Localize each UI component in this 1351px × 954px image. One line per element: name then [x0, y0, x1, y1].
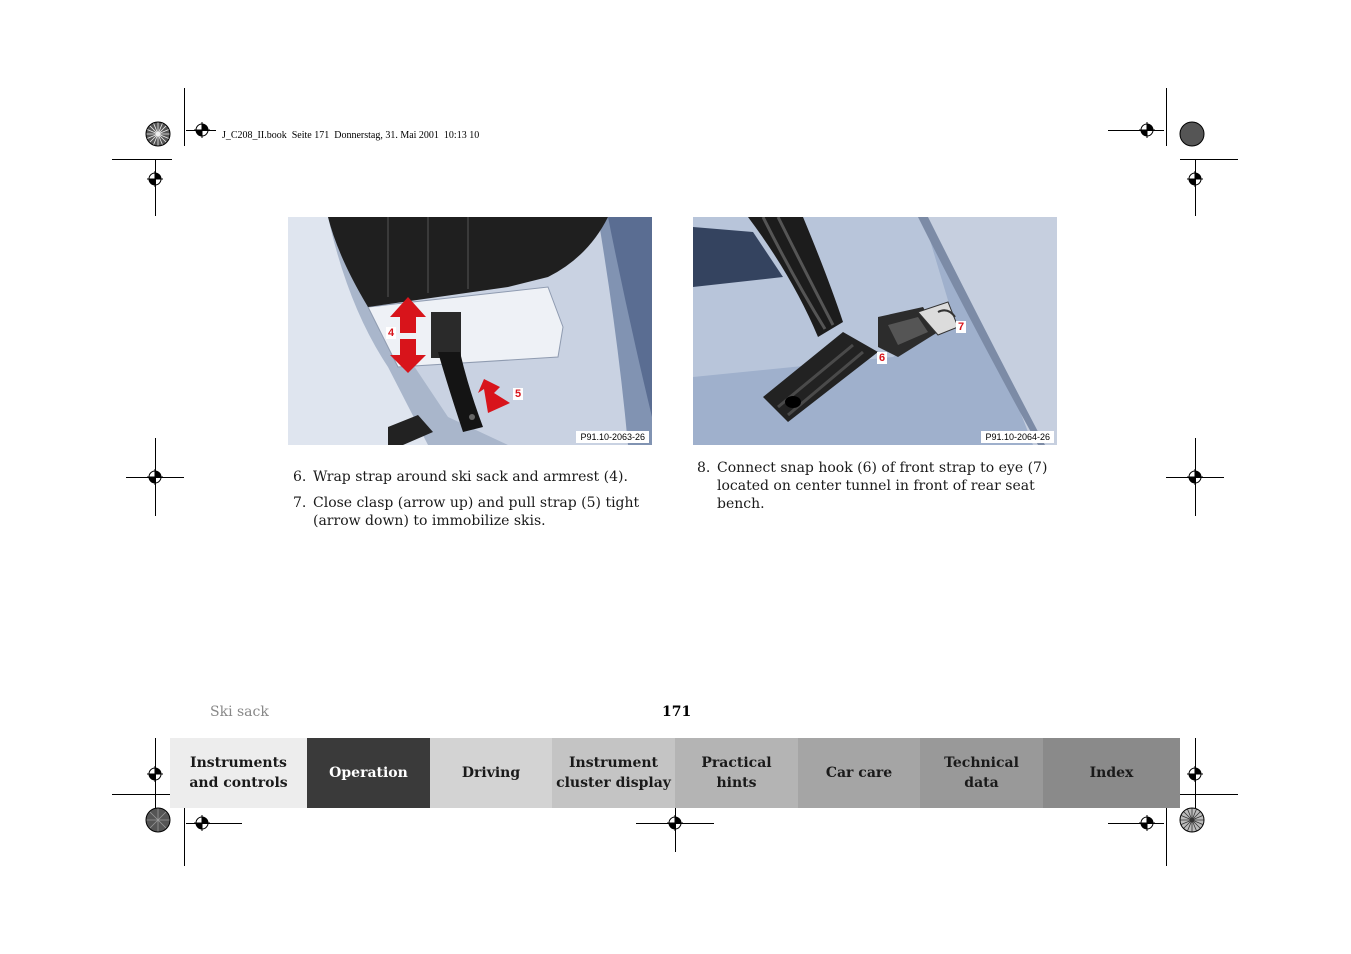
tab-label: Practical hints	[701, 755, 772, 791]
registration-target-icon	[147, 171, 163, 187]
tab-car-care[interactable]	[798, 738, 920, 808]
tab-operation[interactable]	[307, 738, 430, 808]
illustration-armrest	[288, 217, 652, 445]
color-rosette-icon	[1179, 121, 1205, 147]
tab-technical-data[interactable]	[920, 738, 1043, 808]
tab-label: Car care	[825, 765, 893, 781]
registration-target-icon	[1187, 171, 1203, 187]
callout-7: 7	[958, 321, 965, 333]
step-6	[293, 468, 645, 486]
instructions-right	[697, 459, 1059, 521]
crop-line	[1108, 823, 1164, 824]
tab-label: Operation	[329, 765, 408, 781]
crop-line	[1180, 794, 1238, 795]
step-number: 6.	[293, 469, 307, 485]
crop-line	[112, 159, 172, 160]
tab-practical-hints[interactable]	[675, 738, 798, 808]
tab-driving[interactable]	[430, 738, 552, 808]
tab-label: Technical data	[944, 755, 1019, 791]
instructions-left	[293, 468, 645, 538]
print-file-info: J_C208_II.book Seite 171 Donnerstag, 31. Mai 2001 10:13 10	[222, 130, 480, 141]
crop-line	[1180, 159, 1238, 160]
callout-6: 6	[879, 352, 886, 364]
callout-4: 4	[388, 327, 395, 339]
registration-target-icon	[147, 469, 163, 485]
chapter-nav	[170, 738, 1180, 808]
crop-line	[1195, 160, 1196, 216]
figure-snap-hook	[693, 217, 1057, 445]
crop-line	[1166, 808, 1167, 866]
crop-line	[155, 160, 156, 216]
tab-label: Instruments and controls	[189, 755, 288, 791]
registration-target-icon	[194, 122, 210, 138]
tab-instrument-cluster-display[interactable]	[552, 738, 675, 808]
crop-line	[1166, 88, 1167, 146]
tab-instruments-and-controls[interactable]	[170, 738, 307, 808]
page-number: 171	[662, 704, 692, 720]
tab-label: Instrument cluster display	[556, 755, 671, 791]
step-text: Wrap strap around ski sack and armrest (4).	[313, 469, 628, 485]
step-number: 7.	[293, 495, 307, 511]
registration-target-icon	[147, 766, 163, 782]
figure-code: P91.10-2064-26	[981, 431, 1054, 443]
color-rosette-icon	[145, 807, 171, 833]
section-title: Ski sack	[210, 704, 269, 720]
step-text: Close clasp (arrow up) and pull strap (5) tight (arrow down) to immobilize skis.	[313, 495, 640, 529]
registration-target-icon	[194, 815, 210, 831]
tab-label: Driving	[461, 765, 521, 781]
crop-line	[184, 88, 185, 146]
step-8	[697, 459, 1059, 513]
illustration-snap-hook	[693, 217, 1057, 445]
registration-target-icon	[667, 815, 683, 831]
registration-target-icon	[1139, 122, 1155, 138]
color-rosette-icon	[1179, 807, 1205, 833]
callout-5: 5	[515, 388, 522, 400]
crop-line	[1108, 130, 1164, 131]
figure-code: P91.10-2063-26	[576, 431, 649, 443]
crop-line	[112, 794, 170, 795]
registration-target-icon	[1187, 766, 1203, 782]
registration-target-icon	[1139, 815, 1155, 831]
step-7	[293, 494, 645, 530]
color-rosette-icon	[145, 121, 171, 147]
step-number: 8.	[697, 460, 711, 476]
crop-line	[184, 808, 185, 866]
figure-armrest-strap	[288, 217, 652, 445]
tab-index[interactable]	[1043, 738, 1180, 808]
tab-label: Index	[1089, 765, 1134, 781]
registration-target-icon	[1187, 469, 1203, 485]
step-text: Connect snap hook (6) of front strap to eye (7) located on center tunnel in front of rear seat bench.	[717, 460, 1048, 512]
